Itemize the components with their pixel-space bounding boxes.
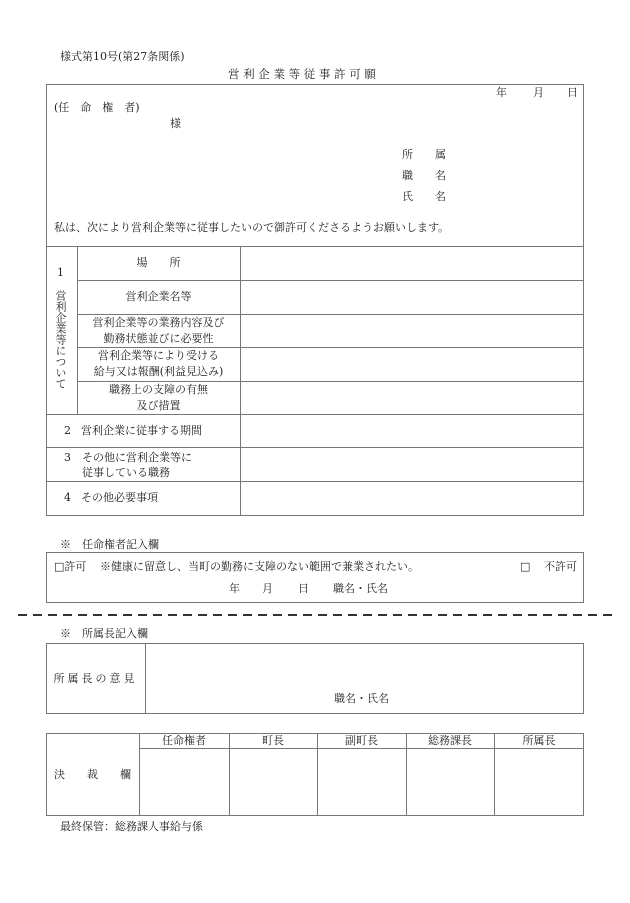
row-label-location	[77, 246, 240, 280]
permit-checkbox[interactable]: □許可	[54, 560, 87, 573]
row-label-line2: 給与又は報酬(利益見込み)	[93, 365, 224, 378]
opinion-field[interactable]	[146, 644, 583, 689]
approval-header-appointer	[139, 733, 229, 748]
row-label-text: 場 所	[136, 256, 181, 270]
business-content-field[interactable]	[241, 315, 583, 347]
row-label-line1: 営利企業等の業務内容及び	[92, 315, 225, 329]
approval-header-deputy-mayor	[317, 733, 406, 748]
row-label-line1: 営利企業等により受ける	[98, 349, 219, 363]
approval-row-label-text: 決 裁 欄	[54, 767, 131, 781]
page-title: 営 利 企 業 等 従 事 許 可 願	[228, 67, 376, 81]
row-number: 4	[64, 491, 71, 505]
column-header-text: 所属長	[522, 733, 556, 747]
appointer-date-day: 日	[298, 582, 309, 595]
other-matters-field[interactable]	[241, 482, 583, 515]
opinion-label-text: 所属長の意見	[53, 671, 138, 685]
cut-line-divider	[18, 614, 612, 616]
appointer-signature-label: 職名・氏名	[333, 582, 388, 595]
column-header-text: 副町長	[345, 733, 378, 747]
section1-number: 1	[57, 266, 64, 279]
approval-stamp-mayor[interactable]	[230, 749, 317, 815]
other-duties-field[interactable]	[241, 448, 583, 481]
row-label-line1: 職務上の支障の有無	[109, 382, 208, 396]
addressee-label: (任 命 権 者)	[54, 101, 140, 114]
opinion-label	[46, 643, 145, 714]
permit-note: ※健康に留意し、当町の勤務に支障のない範囲で兼業されたい。	[100, 560, 419, 573]
approval-stamp-general-affairs-chief[interactable]	[407, 749, 494, 815]
applicant-affiliation-label: 所 属	[402, 148, 446, 161]
approval-row-label	[46, 733, 139, 816]
column-header-text: 町長	[262, 733, 284, 747]
row-label-compensation	[77, 347, 240, 381]
row-label-other-matters	[64, 481, 240, 515]
company-name-field[interactable]	[241, 281, 583, 314]
appointer-date-year: 年	[229, 582, 240, 595]
period-field[interactable]	[241, 415, 583, 447]
date-year-label: 年	[496, 86, 507, 99]
row-label-business-content	[77, 314, 240, 347]
row-label-line1: その他に営利企業等に	[82, 451, 192, 464]
row-label-text: 営利企業名等	[125, 290, 192, 304]
location-field[interactable]	[241, 247, 583, 280]
addressee-honorific: 様	[170, 117, 181, 130]
approval-header-department-head	[494, 733, 584, 748]
row-label-duty-impact	[77, 381, 240, 414]
appointer-section-heading: ※ 任命権者記入欄	[60, 538, 159, 551]
column-header-text: 任命権者	[162, 733, 206, 747]
approval-stamp-deputy-mayor[interactable]	[318, 749, 406, 815]
request-statement: 私は、次により営利企業等に従事したいので御許可くださるようお願いします。	[54, 221, 450, 234]
date-day-label: 日	[567, 86, 578, 99]
applicant-position-label: 職 名	[402, 169, 446, 182]
row-label-line2: 従事している職務	[82, 466, 170, 479]
compensation-field[interactable]	[241, 348, 583, 381]
approval-stamp-appointer[interactable]	[140, 749, 229, 815]
row-label-line2: 勤務状態並びに必要性	[103, 331, 214, 345]
applicant-name-label: 氏 名	[402, 190, 446, 203]
column-header-text: 総務課長	[428, 733, 472, 747]
section1-vertical-label: 営利企業等について	[54, 290, 67, 389]
footer-storage-note: 最終保管：総務課人事給与係	[60, 820, 203, 833]
date-month-label: 月	[533, 86, 544, 99]
row-label-text: その他必要事項	[81, 491, 158, 505]
applicant-affiliation-field[interactable]	[460, 146, 578, 162]
form-number: 様式第10号(第27条関係)	[60, 50, 185, 63]
approval-header-general-affairs-chief	[406, 733, 494, 748]
approval-header-mayor	[229, 733, 317, 748]
row-label-company-name	[77, 280, 240, 314]
supervisor-section-heading: ※ 所属長記入欄	[60, 627, 148, 640]
applicant-position-field[interactable]	[460, 167, 578, 183]
row-number: 2	[64, 423, 71, 437]
row-label-text: 営利企業に従事する期間	[81, 423, 202, 437]
row-number: 3	[64, 451, 71, 464]
row-label-other-duties	[64, 449, 240, 481]
deny-checkbox[interactable]: □	[520, 560, 531, 573]
deny-label: 不許可	[544, 560, 577, 573]
supervisor-signature-label: 職名・氏名	[334, 692, 389, 705]
applicant-name-field[interactable]	[460, 188, 578, 204]
duty-impact-field[interactable]	[241, 382, 583, 414]
row-label-period	[64, 414, 240, 447]
appointer-date-month: 月	[262, 582, 273, 595]
row-label-line2: 及び措置	[136, 398, 181, 412]
approval-stamp-department-head[interactable]	[495, 749, 583, 815]
